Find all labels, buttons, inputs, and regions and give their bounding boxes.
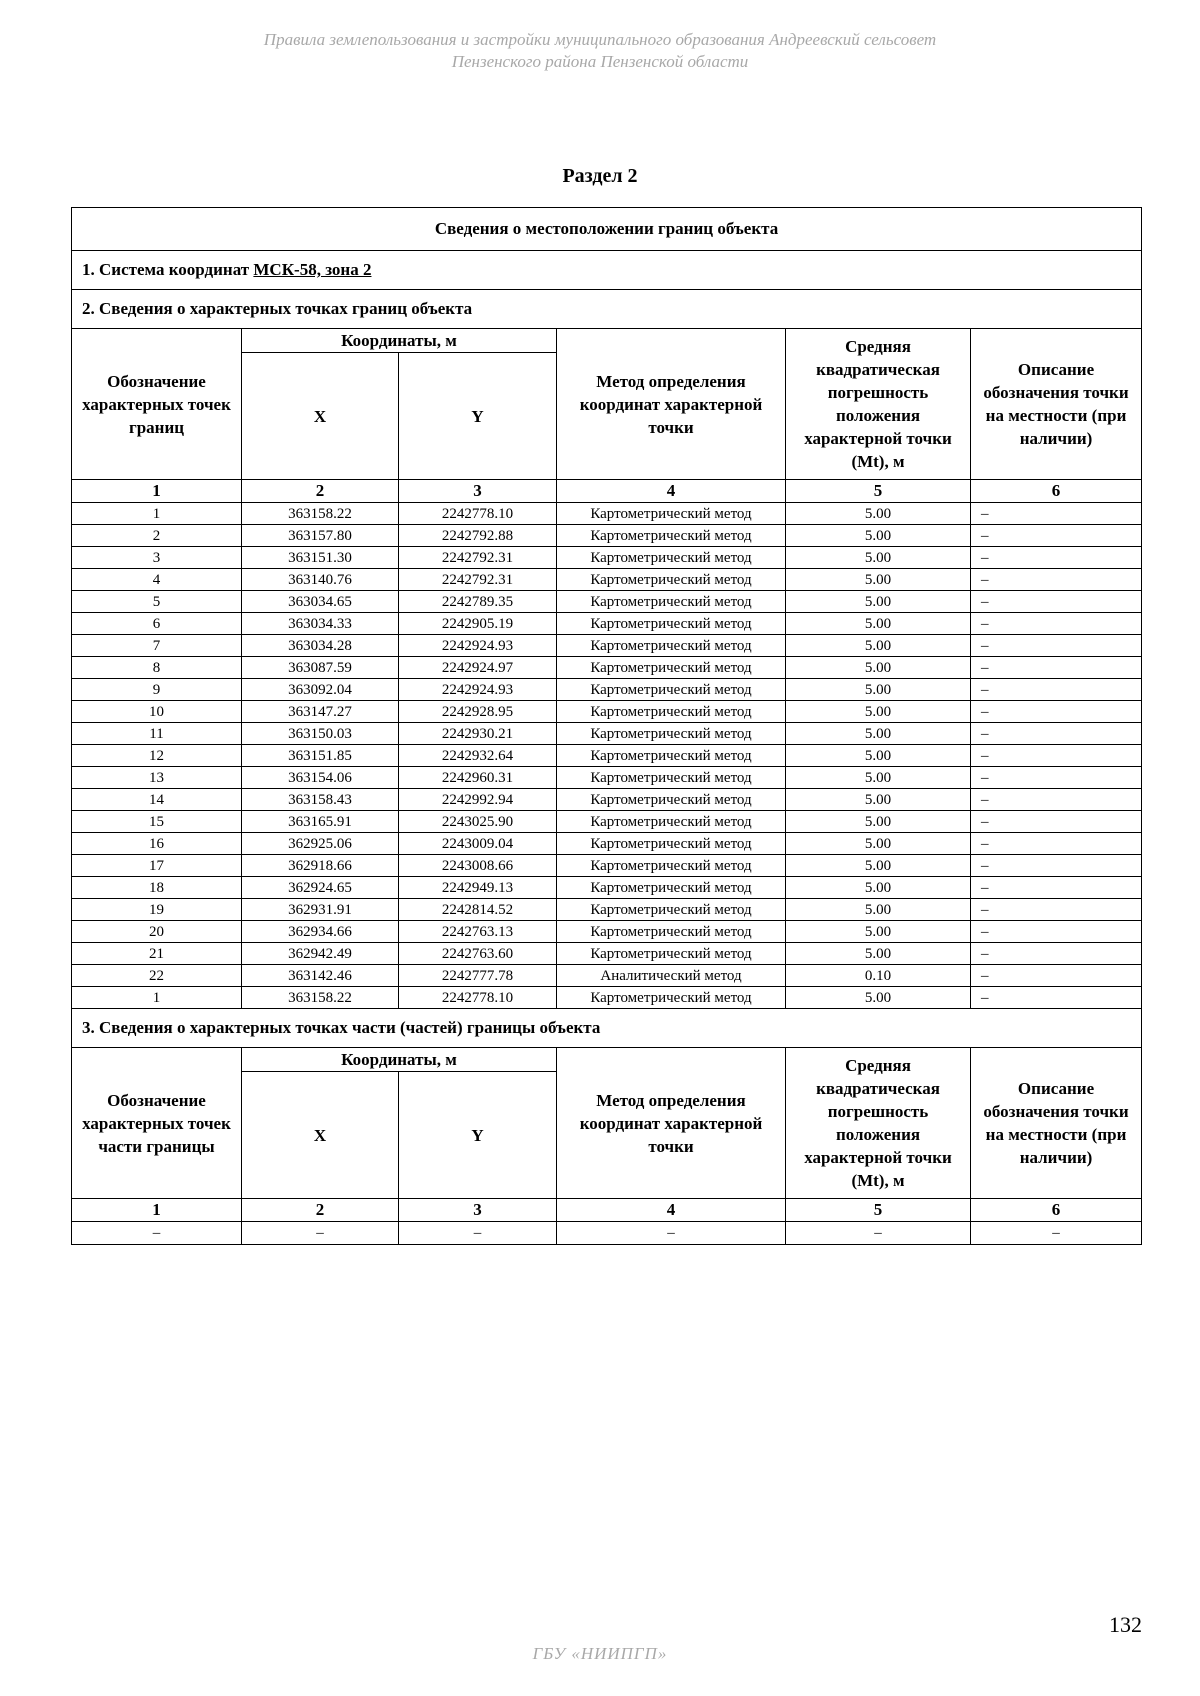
col-header-coordinates: Координаты, м: [242, 329, 557, 353]
column-number-part-4: 4: [557, 1199, 786, 1222]
cell-description: –: [971, 569, 1142, 591]
cell-point-id: 3: [72, 547, 242, 569]
cell-point-id: 9: [72, 679, 242, 701]
cell-x-coordinate: 363147.27: [242, 701, 399, 723]
cell-y-coordinate: 2242928.95: [399, 701, 557, 723]
cell-y-coordinate: 2242792.31: [399, 569, 557, 591]
col-header-designation-part: Обозначение характерных точек части границы: [72, 1048, 242, 1199]
cell-error: 5.00: [786, 811, 971, 833]
points-section-title: 2. Сведения о характерных точках границ объекта: [72, 290, 1142, 329]
column-number-3: 3: [399, 480, 557, 503]
cell-point-id: 15: [72, 811, 242, 833]
table-row: [72, 591, 1142, 613]
cell-error: 5.00: [786, 855, 971, 877]
cell-point-id: 2: [72, 525, 242, 547]
cell-point-id: 21: [72, 943, 242, 965]
table-row: [72, 503, 1142, 525]
cell-x-coordinate: 363087.59: [242, 657, 399, 679]
cell-description: –: [971, 789, 1142, 811]
boundary-table: [71, 207, 1142, 1245]
cell-description: –: [971, 833, 1142, 855]
cell-x-coordinate: 363140.76: [242, 569, 399, 591]
cell-point-id: 5: [72, 591, 242, 613]
cell-x-coordinate: 363157.80: [242, 525, 399, 547]
cell-error: 5.00: [786, 767, 971, 789]
cell-x-coordinate: 363092.04: [242, 679, 399, 701]
cell-error: 5.00: [786, 987, 971, 1009]
table-row: [72, 965, 1142, 987]
col-header-error: Средняя квадратическая погрешность положения характерной точки (Mt), м: [786, 329, 971, 480]
cell-description: –: [971, 811, 1142, 833]
cell-point-id: 13: [72, 767, 242, 789]
cell-point-id: 8: [72, 657, 242, 679]
cell-description: –: [971, 745, 1142, 767]
cell-y-coordinate: 2242792.31: [399, 547, 557, 569]
col-header-y-part: Y: [399, 1072, 557, 1199]
cell-description: –: [971, 679, 1142, 701]
cell-y-coordinate: 2242778.10: [399, 503, 557, 525]
cell-error: 5.00: [786, 701, 971, 723]
cell-method: Картометрический метод: [557, 503, 786, 525]
cell-description: –: [971, 965, 1142, 987]
cell-error: 5.00: [786, 877, 971, 899]
column-number-part-5: 5: [786, 1199, 971, 1222]
cell-error: 5.00: [786, 613, 971, 635]
cell-x-coordinate: 363150.03: [242, 723, 399, 745]
cell-error: 5.00: [786, 657, 971, 679]
cell-error: 5.00: [786, 899, 971, 921]
column-number-part-3: 3: [399, 1199, 557, 1222]
cell-error: 5.00: [786, 789, 971, 811]
cell-y-coordinate: 2242992.94: [399, 789, 557, 811]
cell-method: Картометрический метод: [557, 899, 786, 921]
cell-x-coordinate: 362924.65: [242, 877, 399, 899]
col-header-method-part: Метод определения координат характерной точки: [557, 1048, 786, 1199]
table-row: [72, 833, 1142, 855]
section-title: Раздел 2: [562, 165, 638, 187]
cell-point-id: 20: [72, 921, 242, 943]
coordinate-system-value: МСК-58, зона 2: [253, 260, 372, 279]
column-number-part-2: 2: [242, 1199, 399, 1222]
table-row: [72, 701, 1142, 723]
column-number-1: 1: [72, 480, 242, 503]
table-row: [72, 855, 1142, 877]
column-number-part-6: 6: [971, 1199, 1142, 1222]
cell-error: 5.00: [786, 547, 971, 569]
cell-x-coordinate: 362934.66: [242, 921, 399, 943]
cell-description: –: [971, 943, 1142, 965]
cell-method: Картометрический метод: [557, 723, 786, 745]
cell-method: Картометрический метод: [557, 613, 786, 635]
cell-error: 5.00: [786, 723, 971, 745]
table-row: [72, 613, 1142, 635]
cell-point-id: 4: [72, 569, 242, 591]
cell-method: Картометрический метод: [557, 789, 786, 811]
table-row: [72, 569, 1142, 591]
cell-description: –: [971, 767, 1142, 789]
col-header-error-part: Средняя квадратическая погрешность положения характерной точки (Mt), м: [786, 1048, 971, 1199]
cell-y-coordinate: 2243009.04: [399, 833, 557, 855]
coordinate-system-label: 1. Система координат: [82, 260, 254, 279]
cell-method: Картометрический метод: [557, 767, 786, 789]
cell-y-coordinate: 2242792.88: [399, 525, 557, 547]
cell-y-coordinate: 2242777.78: [399, 965, 557, 987]
table-row-part: [72, 1222, 1142, 1245]
cell-x-coordinate: 363154.06: [242, 767, 399, 789]
cell-point-id: 16: [72, 833, 242, 855]
col-header-description: Описание обозначения точки на местности (при наличии): [971, 329, 1142, 480]
cell-y-coordinate: 2242924.93: [399, 635, 557, 657]
cell-method: Картометрический метод: [557, 745, 786, 767]
cell-point-id: 12: [72, 745, 242, 767]
cell-y-coordinate: 2242814.52: [399, 899, 557, 921]
cell-method: Картометрический метод: [557, 833, 786, 855]
cell-method: Картометрический метод: [557, 591, 786, 613]
cell-method: Картометрический метод: [557, 921, 786, 943]
col-header-method: Метод определения координат характерной точки: [557, 329, 786, 480]
column-number-row: [72, 480, 1142, 503]
cell-description: –: [971, 613, 1142, 635]
running-header-line-1: Правила землепользования и застройки муниципального образования Андреевский сельсовет: [263, 30, 937, 49]
cell-error: 5.00: [786, 745, 971, 767]
cell-point-id: 6: [72, 613, 242, 635]
cell-y-coordinate: 2243025.90: [399, 811, 557, 833]
cell-description: –: [971, 899, 1142, 921]
table-row: [72, 635, 1142, 657]
table-row: [72, 921, 1142, 943]
cell-y-coordinate: 2242763.13: [399, 921, 557, 943]
cell-y-coordinate: 2242905.19: [399, 613, 557, 635]
cell-point-id: 1: [72, 987, 242, 1009]
cell-y-coordinate: 2242949.13: [399, 877, 557, 899]
cell-y-coordinate: 2242924.97: [399, 657, 557, 679]
cell-x-coordinate: 362942.49: [242, 943, 399, 965]
cell-error: 5.00: [786, 943, 971, 965]
running-header-line-2: Пензенского района Пензенской области: [451, 52, 749, 71]
cell-x-coordinate: 363158.43: [242, 789, 399, 811]
cell-method: Аналитический метод: [557, 965, 786, 987]
cell-description: –: [971, 855, 1142, 877]
cell-method: Картометрический метод: [557, 525, 786, 547]
cell-point-id: 10: [72, 701, 242, 723]
col-header-description-part: Описание обозначения точки на местности (при наличии): [971, 1048, 1142, 1199]
table-row: [72, 745, 1142, 767]
cell-description: –: [971, 987, 1142, 1009]
table-banner: Сведения о местоположении границ объекта: [72, 208, 1142, 251]
table-row: [72, 943, 1142, 965]
cell-part-y-coordinate: –: [399, 1222, 557, 1245]
cell-error: 5.00: [786, 525, 971, 547]
cell-method: Картометрический метод: [557, 987, 786, 1009]
table-row: [72, 811, 1142, 833]
cell-point-id: 14: [72, 789, 242, 811]
cell-x-coordinate: 362931.91: [242, 899, 399, 921]
cell-method: Картометрический метод: [557, 679, 786, 701]
cell-point-id: 17: [72, 855, 242, 877]
cell-y-coordinate: 2242932.64: [399, 745, 557, 767]
cell-method: Картометрический метод: [557, 547, 786, 569]
cell-description: –: [971, 635, 1142, 657]
table-row: [72, 657, 1142, 679]
cell-x-coordinate: 363034.33: [242, 613, 399, 635]
cell-y-coordinate: 2242924.93: [399, 679, 557, 701]
cell-point-id: 22: [72, 965, 242, 987]
table-row: [72, 767, 1142, 789]
cell-method: Картометрический метод: [557, 877, 786, 899]
cell-description: –: [971, 525, 1142, 547]
cell-x-coordinate: 362925.06: [242, 833, 399, 855]
cell-point-id: 19: [72, 899, 242, 921]
cell-method: Картометрический метод: [557, 701, 786, 723]
cell-y-coordinate: 2242930.21: [399, 723, 557, 745]
cell-description: –: [971, 701, 1142, 723]
cell-error: 5.00: [786, 679, 971, 701]
cell-part-method: –: [557, 1222, 786, 1245]
table-row: [72, 899, 1142, 921]
cell-point-id: 7: [72, 635, 242, 657]
cell-description: –: [971, 591, 1142, 613]
cell-x-coordinate: 363034.28: [242, 635, 399, 657]
table-row: [72, 877, 1142, 899]
table-row: [72, 789, 1142, 811]
cell-x-coordinate: 363151.30: [242, 547, 399, 569]
cell-x-coordinate: 363151.85: [242, 745, 399, 767]
column-number-5: 5: [786, 480, 971, 503]
cell-part-x-coordinate: –: [242, 1222, 399, 1245]
table-row: [72, 547, 1142, 569]
cell-x-coordinate: 362918.66: [242, 855, 399, 877]
cell-point-id: 18: [72, 877, 242, 899]
col-header-x: X: [242, 353, 399, 480]
cell-y-coordinate: 2242789.35: [399, 591, 557, 613]
cell-x-coordinate: 363034.65: [242, 591, 399, 613]
cell-method: Картометрический метод: [557, 657, 786, 679]
cell-method: Картометрический метод: [557, 855, 786, 877]
cell-method: Картометрический метод: [557, 569, 786, 591]
cell-error: 5.00: [786, 503, 971, 525]
cell-x-coordinate: 363142.46: [242, 965, 399, 987]
col-header-y: Y: [399, 353, 557, 480]
cell-point-id: 1: [72, 503, 242, 525]
column-number-4: 4: [557, 480, 786, 503]
cell-x-coordinate: 363158.22: [242, 987, 399, 1009]
footer-organization: ГБУ «НИИПГП»: [532, 1644, 668, 1663]
cell-description: –: [971, 723, 1142, 745]
cell-error: 5.00: [786, 591, 971, 613]
cell-point-id: 11: [72, 723, 242, 745]
column-number-row-part: [72, 1199, 1142, 1222]
cell-part-error: –: [786, 1222, 971, 1245]
cell-description: –: [971, 921, 1142, 943]
col-header-x-part: X: [242, 1072, 399, 1199]
cell-method: Картометрический метод: [557, 635, 786, 657]
cell-error: 0.10: [786, 965, 971, 987]
table-row: [72, 525, 1142, 547]
cell-method: Картометрический метод: [557, 811, 786, 833]
table-row: [72, 723, 1142, 745]
cell-error: 5.00: [786, 635, 971, 657]
cell-description: –: [971, 547, 1142, 569]
cell-description: –: [971, 503, 1142, 525]
table-row: [72, 987, 1142, 1009]
col-header-designation: Обозначение характерных точек границ: [72, 329, 242, 480]
cell-error: 5.00: [786, 569, 971, 591]
cell-y-coordinate: 2242763.60: [399, 943, 557, 965]
cell-x-coordinate: 363165.91: [242, 811, 399, 833]
parts-section-title: 3. Сведения о характерных точках части (частей) границы объекта: [72, 1009, 1142, 1048]
column-number-part-1: 1: [72, 1199, 242, 1222]
column-number-2: 2: [242, 480, 399, 503]
cell-description: –: [971, 657, 1142, 679]
cell-error: 5.00: [786, 833, 971, 855]
cell-error: 5.00: [786, 921, 971, 943]
cell-method: Картометрический метод: [557, 943, 786, 965]
table-row: [72, 679, 1142, 701]
cell-part-description: –: [971, 1222, 1142, 1245]
page-number: 132: [1109, 1612, 1142, 1637]
cell-y-coordinate: 2243008.66: [399, 855, 557, 877]
cell-y-coordinate: 2242778.10: [399, 987, 557, 1009]
col-header-coordinates-part: Координаты, м: [242, 1048, 557, 1072]
cell-description: –: [971, 877, 1142, 899]
cell-x-coordinate: 363158.22: [242, 503, 399, 525]
cell-y-coordinate: 2242960.31: [399, 767, 557, 789]
cell-part-point-id: –: [72, 1222, 242, 1245]
column-number-6: 6: [971, 480, 1142, 503]
coordinate-system-row: [72, 251, 1142, 290]
